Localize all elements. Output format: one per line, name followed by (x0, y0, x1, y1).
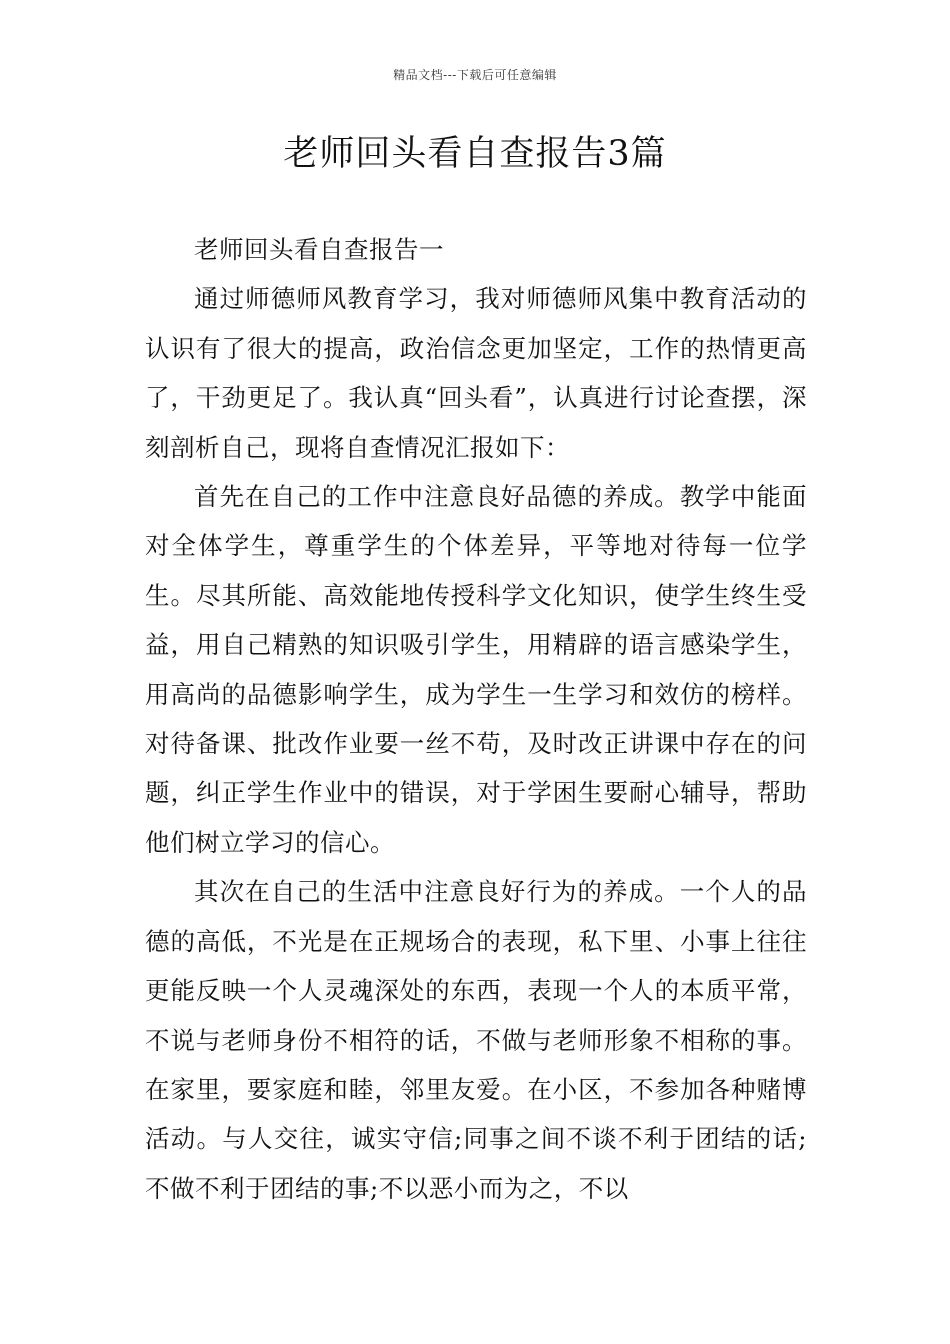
paragraph-2: 首先在自己的工作中注意良好品德的养成。教学中能面对全体学生，尊重学生的个体差异，平等地对待每一位学生。尽其所能、高效能地传授科学文化知识，使学生终生受益，用自己精熟的知识吸引学生，用精辟的语言感染学生，用高尚的品德影响学生，成为学生一生学习和效仿的榜样。对待备课、批改作业要一丝不苟，及时改正讲课中存在的问题，纠正学生作业中的错误，对于学困生要耐心辅导，帮助他们树立学习的信心。 (145, 482, 807, 857)
header-note: 精品文档---下载后可任意编辑 (393, 68, 557, 82)
section-subtitle: 老师回头看自查报告一 (194, 235, 444, 264)
paragraph-1: 通过师德师风教育学习，我对师德师风集中教育活动的认识有了很大的提高，政治信念更加坚定，工作的热情更高了，干劲更足了。我认真“回头看”，认真进行讨论查摆，深刻剖析自己，现将自查情况汇报如下： (145, 284, 807, 462)
document-title: 老师回头看自查报告3篇 (283, 134, 667, 174)
document-body (145, 225, 807, 1213)
paragraph-3: 其次在自己的生活中注意良好行为的养成。一个人的品德的高低，不光是在正规场合的表现，私下里、小事上往往更能反映一个人灵魂深处的东西，表现一个人的本质平常，不说与老师身份不相符的话，不做与老师形象不相称的事。在家里，要家庭和睦，邻里友爱。在小区，不参加各种赌博活动。与人交往，诚实守信;同事之间不谈不利于团结的话;不做不利于团结的事;不以恶小而为之，不以 (145, 877, 807, 1203)
